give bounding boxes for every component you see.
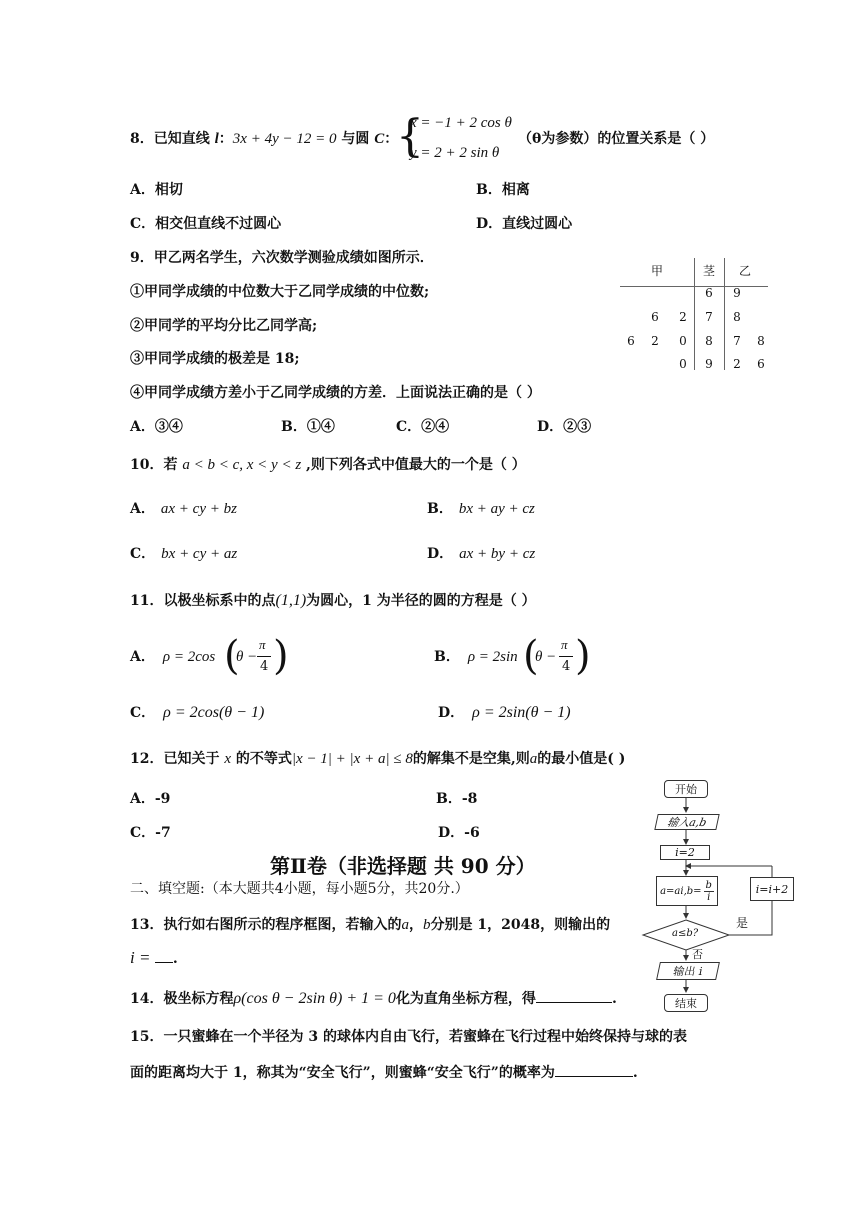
q10-cond: a < b < c, x < y < z (182, 457, 302, 473)
q14-eq: ρ(cos θ − 2sin θ) + 1 = 0 (233, 990, 396, 1007)
q9-option-a[interactable]: A．③④ (130, 419, 183, 435)
flow-cond: a≤b? (672, 928, 699, 939)
stem-leaf-left-rule (694, 258, 695, 370)
q10-a-expr: ax + cy + bz (160, 501, 237, 517)
flow-input: 输入a,b (654, 814, 719, 830)
q12-ineq: |x − 1| + |x + a| ≤ 8 (291, 751, 413, 767)
q13-part1: 13．执行如右图所示的程序框图，若输入的 (130, 917, 402, 933)
leaf-yi-7-1: 8 (733, 310, 741, 324)
stem-leaf-right-rule (724, 258, 725, 370)
q14-blank[interactable] (536, 988, 612, 1003)
q13-stem (130, 916, 610, 934)
stem-7: 7 (705, 310, 713, 324)
flow-assign-text: a=ai,b= (660, 885, 702, 897)
q13-end: . (172, 951, 178, 967)
flowchart (640, 778, 800, 1018)
q11-option-d[interactable] (438, 704, 571, 722)
q12-x: x (224, 751, 232, 767)
q8-colon2: ： (384, 131, 399, 147)
q8-param-eq2: y = 2 + 2 sin θ (410, 145, 500, 161)
q14-pre: 14．极坐标方程 (130, 991, 234, 1007)
q8-option-d[interactable]: D．直线过圆心 (476, 216, 573, 232)
flow-assign (656, 876, 718, 906)
q11-a-inner: θ − (236, 649, 258, 665)
flow-init: i=2 (660, 845, 710, 860)
stem-leaf-header-jing: 茎 (702, 264, 715, 278)
q8-mid: 与圆 (336, 131, 375, 147)
q11-option-a[interactable] (130, 648, 215, 666)
q11-a-label: A． (130, 649, 155, 665)
q11-b-four: 4 (562, 659, 571, 674)
q12-end: 的最小值是( ) (537, 751, 626, 767)
q14-post: 化为直角坐标方程，得 (395, 991, 536, 1007)
stem-leaf-header-jia: 甲 (650, 264, 663, 278)
leaf-jia-8-3: 0 (679, 334, 687, 348)
q11-c-expr: ρ = 2cos(θ − 1) (163, 704, 265, 721)
q9-stem: 9．甲乙两名学生，六次数学测验成绩如图所示． (130, 250, 434, 266)
q10-stem (130, 456, 526, 474)
q11-a-four: 4 (260, 659, 269, 674)
q10-option-a[interactable] (130, 500, 237, 518)
q14-end: . (611, 991, 617, 1007)
q11-a-paren-close: ) (273, 633, 289, 679)
q11-b-label: B． (434, 649, 460, 665)
q13-i-eq: i = (130, 948, 151, 967)
leaf-jia-7-2: 2 (679, 310, 687, 324)
leaf-yi-9-1: 2 (733, 357, 741, 371)
flow-end: 结束 (664, 994, 708, 1012)
q8-brace: { (396, 111, 424, 162)
q9-option-b[interactable]: B．①④ (281, 419, 335, 435)
q8-l: l (214, 131, 219, 147)
q11-b-left: ρ = 2sin (467, 649, 518, 665)
q11-a-pi: π (259, 637, 266, 652)
q10-d-label: D． (427, 546, 454, 562)
q8-c: C (374, 131, 385, 147)
q11-b-inner: θ − (535, 649, 557, 665)
flow-assign-fraction (704, 880, 714, 903)
q11-b-frac-bar (559, 656, 573, 657)
leaf-jia-7-1: 6 (651, 310, 659, 324)
q8-pre: 8．已知直线 (130, 131, 215, 147)
flow-output: 输出 i (656, 962, 720, 980)
q9-statement-2: ②甲同学的平均分比乙同学高; (130, 318, 318, 334)
q11-a-paren-open: ( (224, 633, 240, 679)
q10-option-d[interactable] (427, 545, 535, 563)
q12-a: a (529, 751, 538, 767)
q8-param-note: （θ为参数）的位置关系是（ ） (518, 131, 715, 147)
q9-statement-3: ③甲同学成绩的极差是 18; (130, 351, 300, 367)
q12-option-b[interactable]: B．-8 (436, 791, 478, 807)
q12-option-c[interactable]: C．-7 (130, 825, 171, 841)
q13-blank[interactable] (155, 948, 173, 963)
stem-9: 9 (705, 357, 713, 371)
stem-leaf-header-yi: 乙 (738, 264, 751, 278)
flow-loop: i=i+2 (750, 877, 794, 901)
q15-end: . (632, 1065, 638, 1081)
q12-stem (130, 750, 625, 768)
q11-b-pi: π (561, 637, 568, 652)
q11-a-left: ρ = 2cos (162, 649, 216, 665)
leaf-jia-8-2: 2 (651, 334, 659, 348)
q8-colon1: ： (218, 131, 233, 147)
stem-leaf-plot (620, 258, 770, 378)
leaf-yi-8-1: 7 (733, 334, 741, 348)
q11-option-c[interactable] (130, 704, 264, 722)
q10-c-label: C． (130, 546, 156, 562)
flow-assign-den: i (707, 891, 711, 903)
q11-pre: 11．以极坐标系中的点 (130, 593, 276, 609)
q10-b-label: B． (427, 501, 453, 517)
stem-6: 6 (705, 286, 713, 300)
leaf-yi-9-2: 6 (757, 357, 765, 371)
q10-pre: 10．若 (130, 457, 183, 473)
stem-8: 8 (705, 334, 713, 348)
q11-b-paren-close: ) (575, 633, 591, 679)
section-subtitle: 二、填空题:（本大题共4小题，每小题5分，共20分.） (130, 881, 469, 897)
q13-a: a (401, 917, 409, 933)
q8-stem (130, 130, 398, 148)
q9-statement-1: ①甲同学成绩的中位数大于乙同学成绩的中位数; (130, 284, 430, 300)
q10-option-b[interactable] (427, 500, 535, 518)
q12-option-a[interactable]: A．-9 (130, 791, 171, 807)
q11-c-label: C． (130, 705, 156, 721)
q11-point: (1,1) (275, 592, 307, 609)
flow-no: 否 (692, 948, 703, 961)
q12-post: 的解集不是空集,则 (412, 751, 530, 767)
q10-post: ,则下列各式中值最大的一个是（ ） (301, 457, 526, 473)
q8-option-b[interactable]: B．相离 (476, 182, 530, 198)
flow-yes: 是 (736, 916, 749, 930)
q11-b-paren-open: ( (523, 633, 539, 679)
q11-post: 为圆心，1 为半径的圆的方程是（ ） (306, 593, 536, 609)
section-title: 第Ⅱ卷（非选择题 共 90 分） (270, 854, 536, 878)
q10-c-expr: bx + cy + az (161, 546, 238, 562)
q11-stem (130, 592, 536, 610)
q15-blank[interactable] (555, 1062, 633, 1077)
q13-b: b (422, 917, 431, 933)
q9-option-d[interactable]: D．②③ (537, 419, 592, 435)
q15-line2 (130, 1062, 638, 1082)
q12-pre: 12．已知关于 (130, 751, 225, 767)
leaf-yi-6-1: 9 (733, 286, 741, 300)
leaf-yi-8-2: 8 (757, 334, 765, 348)
q15-line1: 15．一只蜜蜂在一个半径为 3 的球体内自由飞行，若蜜蜂在飞行过程中始终保持与球的表 (130, 1029, 687, 1045)
q11-a-frac-bar (257, 656, 271, 657)
q11-option-b[interactable] (434, 648, 518, 666)
q8-option-c[interactable]: C．相交但直线不过圆心 (130, 216, 282, 232)
q9-statement-4: ④甲同学成绩方差小于乙同学成绩的方差．上面说法正确的是（ ） (130, 385, 541, 401)
q15-part: 面的距离均大于 1，称其为“安全飞行”，则蜜蜂“安全飞行”的概率为 (130, 1065, 555, 1081)
q8-line-eq: 3x + 4y − 12 = 0 (232, 131, 337, 147)
q8-option-a[interactable]: A．相切 (130, 182, 183, 198)
q8-param-eq1: x = −1 + 2 cos θ (410, 115, 512, 131)
q13-comma: ， (408, 917, 423, 933)
q9-option-c[interactable]: C．②④ (396, 419, 450, 435)
flow-start: 开始 (664, 780, 708, 798)
leaf-jia-8-1: 6 (627, 334, 635, 348)
q10-b-expr: bx + ay + cz (458, 501, 535, 517)
q12-mid: 的不等式 (231, 751, 292, 767)
leaf-jia-9-1: 0 (679, 357, 687, 371)
q12-option-d[interactable]: D．-6 (438, 825, 480, 841)
q11-d-label: D． (438, 705, 465, 721)
q10-a-label: A． (130, 501, 155, 517)
q10-option-c[interactable] (130, 545, 237, 563)
q10-d-expr: ax + by + cz (459, 546, 536, 562)
q14-stem (130, 988, 617, 1008)
flow-assign-num: b (705, 879, 712, 891)
q13-part2: 分别是 1，2048，则输出的 (430, 917, 611, 933)
q13-answer-line (130, 948, 178, 968)
q11-d-expr: ρ = 2sin(θ − 1) (472, 704, 571, 721)
